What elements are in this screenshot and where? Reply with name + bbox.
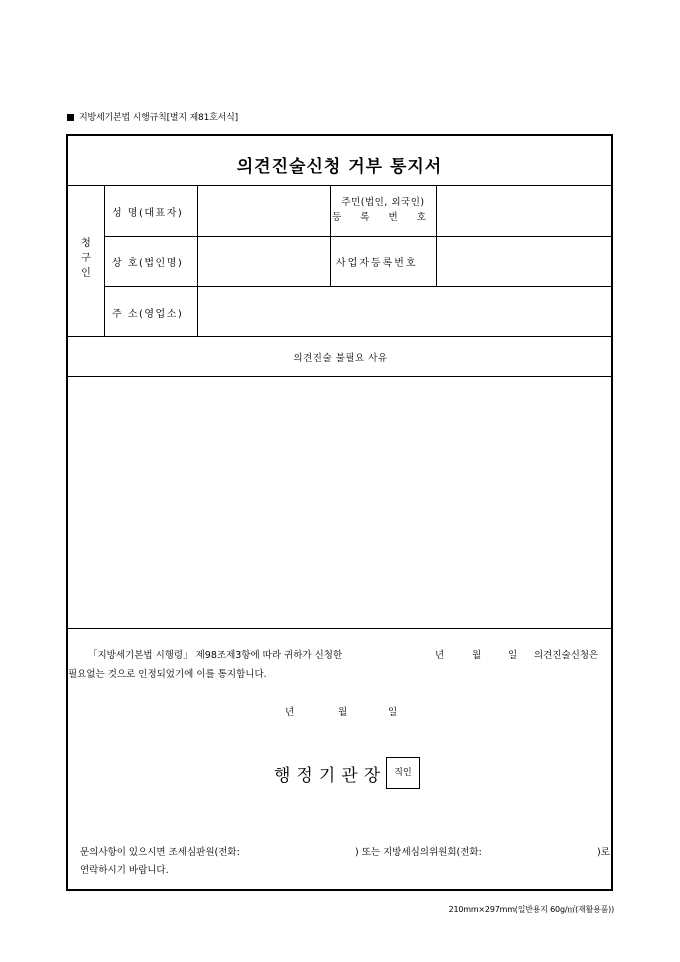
notice-text-line2: 필요없는 것으로 인정되었기에 이를 통지합니다.	[68, 669, 267, 680]
notice-form	[66, 134, 613, 891]
notice-month: 월	[472, 650, 482, 661]
official-seal-box	[386, 757, 420, 789]
reg-label-line: 주민(법인, 외국인)	[341, 197, 425, 208]
divider	[68, 628, 613, 629]
divider	[104, 185, 105, 336]
group-char: 청	[81, 238, 91, 249]
registration-number-label	[330, 195, 436, 225]
date-month: 월	[338, 707, 348, 718]
address-field[interactable]	[198, 287, 613, 336]
contact-text: 문의사항이 있으시면 조세심판원(전화:	[80, 847, 240, 858]
trade-name-field[interactable]	[198, 237, 330, 286]
notice-day: 일	[508, 650, 518, 661]
group-char: 인	[81, 268, 91, 279]
form-title: 의견진술신청 거부 통지서	[236, 157, 443, 177]
date-day: 일	[388, 707, 398, 718]
name-label: 성 명(대표자)	[112, 208, 184, 219]
divider	[68, 336, 613, 337]
group-char: 구	[81, 253, 91, 264]
notice-text: 「지방세기본법 시행령」 제98조제3항에 따라 귀하가 신청한	[88, 650, 343, 661]
contact-text-end: )로	[597, 847, 610, 858]
seal-label: 직인	[394, 768, 412, 778]
reason-textarea[interactable]	[68, 377, 613, 628]
contact-text-mid: ) 또는 지방세심의위원회(전화:	[355, 847, 482, 858]
date-year: 년	[285, 707, 295, 718]
office-title: 행정기관장	[274, 766, 387, 786]
contact-text-line2: 연락하시기 바랍니다.	[80, 865, 169, 876]
name-field[interactable]	[198, 186, 330, 236]
trade-name-label: 상 호(법인명)	[112, 258, 184, 269]
address-label: 주 소(영업소)	[112, 309, 184, 320]
business-reg-label: 사업자등록번호	[336, 258, 418, 269]
applicant-group-label	[76, 236, 96, 281]
notice-text-end: 의견진술신청은	[534, 650, 599, 661]
registration-number-field[interactable]	[437, 186, 613, 236]
business-reg-field[interactable]	[437, 237, 613, 286]
form-reference	[67, 110, 238, 123]
notice-year: 년	[435, 650, 445, 661]
reason-label: 의견진술 불필요 사유	[293, 353, 388, 364]
paper-spec: 210mm×297mm(일반용지 60g/㎡(재활용품))	[448, 905, 614, 914]
square-bullet-icon	[67, 114, 74, 121]
reg-label-line: 등 록 번 호	[332, 212, 434, 223]
form-reference-text: 지방세기본법 시행규칙[별지 제81호서식]	[79, 113, 238, 123]
